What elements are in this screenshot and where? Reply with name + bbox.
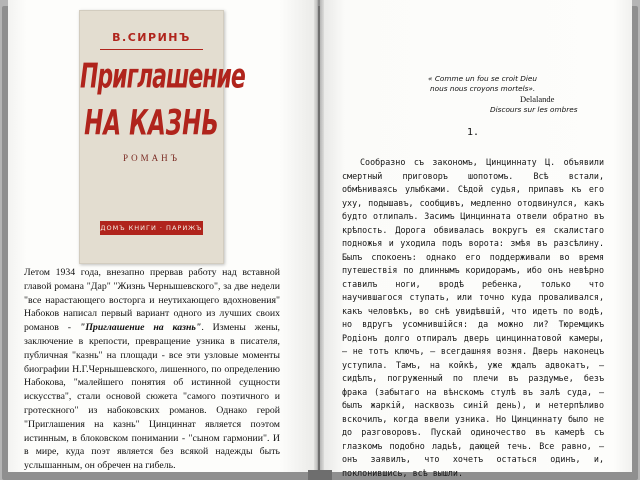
left-page-description bbox=[24, 266, 280, 473]
cover-genre: РОМАНЪ bbox=[123, 153, 180, 163]
epigraph-line1: « Comme un fou se croit Dieu bbox=[428, 74, 538, 83]
epigraph bbox=[428, 74, 628, 115]
description-title-emphasis: "Приглашение на казнь" bbox=[79, 322, 202, 334]
cover-title-line2: НА КАЗНЬ bbox=[84, 104, 219, 144]
cover-publisher: ДОМЪ КНИГИ · ПАРИЖЪ bbox=[100, 224, 203, 232]
cover-rule bbox=[100, 49, 203, 50]
cover-author: В.СИРИНЪ bbox=[112, 31, 191, 44]
epigraph-author: Delalande bbox=[520, 94, 555, 104]
cover-title-line1: Приглашение bbox=[80, 58, 245, 97]
book-spine-gutter bbox=[314, 0, 324, 472]
book-cover-image bbox=[79, 10, 245, 264]
description-text-after: . Измены жены, заключение в крепости, превращение узника в писателя, публичная "казнь" на площади - все эти узловые моменты биографии Н.Г.Чернышевского, лишенного, по определению Набокова, "малейшего понятия об истинной сущности искусства", стали основой сюжета "самого поэтичного и гротескного" из набоковских романов. Однако герой "Приглашения на казнь" Цинциннат является поэтом истинным, в блоковском понимании - "сыном гармонии". И в мире, куда поэт является без всякой надежды быть услышанным, он обречен на гибель. bbox=[24, 322, 280, 472]
description-text-before: Летом 1934 года, внезапно прервав работу над вставной главой романа "Дар" "Жизнь Чернышевского", за две недели "все нарастающего восторга и неутихающего вдохновения" Набоков написал первый вариант одного из лучших своих романов - bbox=[24, 267, 280, 334]
chapter-body bbox=[342, 156, 604, 480]
epigraph-line2: nous nous croyons mortels». bbox=[430, 84, 536, 93]
spine-bottom bbox=[308, 470, 332, 480]
chapter-number: 1. bbox=[467, 127, 480, 138]
chapter-body-paragraph: Сообразно съ закономъ, Цинциннату Ц. объявили смертный приговоръ шопотомъ. Всѣ встали, обмѣниваясь улыбками. Сѣдой судья, припавъ къ его уху, подышавъ, сообщивъ, медленно отодвинулся, какъ будто отлипалъ. Засимъ Цинцинната отвели обратно въ крѣпость. Дорога обвивалась вокругъ ея скалистаго подножья и уходила подъ ворота: змѣя въ разсѣлину. Былъ спокоенъ: однако его поддерживали во время путешествія по длиннымъ коридорамъ, ибо онъ невѣрно ставилъ ноги, вродѣ ребенка, только что научившагося ступать, или точно куда проваливался, какъ человѣкъ, во снѣ увидѣвшій, что идетъ по водѣ, но вдругъ усомнившійся: да можно ли? Тюремщикъ Родіонъ долго отпиралъ дверь цинциннатовой камеры, — не тотъ ключъ, — всегдашняя возня. Дверь наконецъ уступила. Тамъ, на койкѣ, уже ждалъ адвокатъ, — сидѣлъ, погруженный по плечи въ раздумье, безъ фрака (забытаго на вѣнскомъ стулѣ въ залѣ суда, — былъ жаркій, насквозь синій день), и нетерпѣливо вскочилъ, когда ввели узника. Но Цинциннату было не до разговоровъ. Пускай одиночество въ камерѣ съ глазкомъ подобно ладьѣ, дающей течь. Все равно, — онъ заявилъ, что хочетъ остаться одинъ, и, поклонившись, всѣ вышли. bbox=[342, 157, 604, 478]
epigraph-source: Discours sur les ombres bbox=[490, 105, 578, 114]
